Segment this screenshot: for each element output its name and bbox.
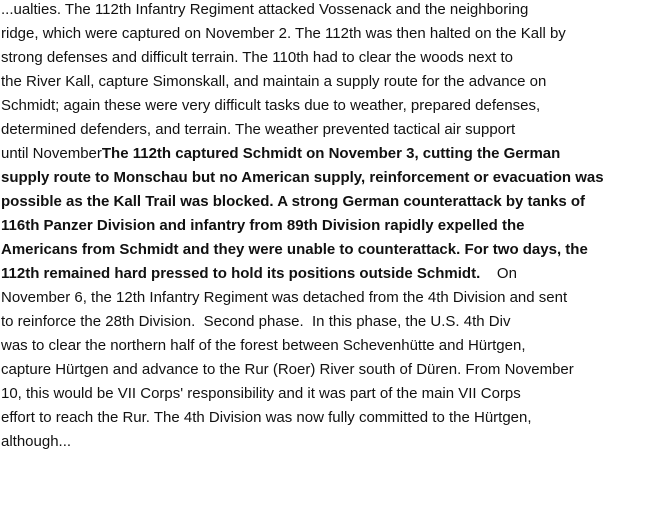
text-line xyxy=(1,238,588,262)
bold-text-run: supply route to Monschau but no American supply, reinforcement or evacuation was xyxy=(1,169,604,186)
text-run: Schmidt; again these were very difficult tasks due to weather, prepared defenses, xyxy=(1,97,541,114)
text-run: 10, this would be VII Corps' responsibility and it was part of the main VII Corps xyxy=(1,385,521,402)
bold-text-run: The 112th captured Schmidt on November 3, cutting the German xyxy=(101,145,561,162)
text-run: ridge, which were captured on November 2. The 112th was then halted on the Kall by xyxy=(1,25,566,42)
text-run: On xyxy=(480,265,517,282)
text-line xyxy=(1,358,574,382)
text-line xyxy=(1,0,528,22)
text-run: capture Hürtgen and advance to the Rur (Roer) River south of Düren. From November xyxy=(1,361,574,378)
bold-text-run: possible as the Kall Trail was blocked. A strong German counterattack by tanks of xyxy=(1,193,586,210)
text-line xyxy=(1,310,510,334)
text-run: although... xyxy=(1,433,72,450)
text-run: the River Kall, capture Simonskall, and maintain a supply route for the advance on xyxy=(1,73,547,90)
text-line xyxy=(1,286,567,310)
text-run: effort to reach the Rur. The 4th Division was now fully committed to the Hürtgen, xyxy=(1,409,532,426)
text-run: was to clear the northern half of the forest between Schevenhütte and Hürtgen, xyxy=(1,337,526,354)
bold-text-run: Americans from Schmidt and they were unable to counterattack. For two days, the xyxy=(1,241,588,258)
text-line xyxy=(1,190,585,214)
text-line xyxy=(1,70,546,94)
text-line xyxy=(1,214,524,238)
text-line xyxy=(1,406,532,430)
text-run: strong defenses and difficult terrain. The 110th had to clear the woods next to xyxy=(1,49,513,66)
text-run: determined defenders, and terrain. The weather prevented tactical air support xyxy=(1,121,516,138)
text-line xyxy=(1,382,521,406)
text-run: ...ualties. The 112th Infantry Regiment attacked Vossenack and the neighboring xyxy=(1,1,529,18)
text-line xyxy=(1,94,540,118)
bold-text-run: 112th remained hard pressed to hold its positions outside Schmidt. xyxy=(1,265,481,282)
text-run: to reinforce the 28th Division. Second phase. In this phase, the U.S. 4th Div xyxy=(1,313,511,330)
text-line xyxy=(1,118,515,142)
bold-text-run: 116th Panzer Division and infantry from 89th Division rapidly expelled the xyxy=(1,217,525,234)
text-line xyxy=(1,334,526,358)
text-run: November 6, the 12th Infantry Regiment was detached from the 4th Division and sent xyxy=(1,289,568,306)
text-run: until November xyxy=(1,145,102,162)
text-line xyxy=(1,166,604,190)
text-line xyxy=(1,142,560,166)
text-line xyxy=(1,430,71,454)
text-line xyxy=(1,46,513,70)
text-line xyxy=(1,22,566,46)
text-line xyxy=(1,262,517,286)
